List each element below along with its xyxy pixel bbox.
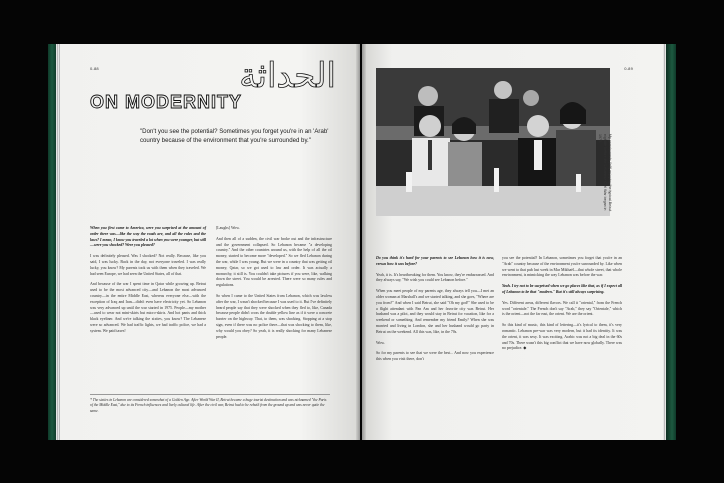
interview-paragraph: So this kind of music, this kind of lettering—it's lyrical to them, it's very romantic. Lebanon pre-war was very modern, but it had its identity. It was the orient, it was sexy. It was exciting. Arabic was not a big deal in the 60s and 70s. There wasn't this big conflict that we have now globally. There was no prejudice. ◆ (502, 323, 622, 351)
interview-paragraph: [Laughs] Wow. (216, 226, 240, 230)
vintage-photo (376, 68, 610, 216)
photo-caption: My grandparents (left) enjoying the typical Beirut nightlife before the Lebanese Civil War began in 1975. (598, 134, 612, 212)
right-page (362, 44, 663, 440)
article-title: ON MODERNITY (90, 92, 243, 112)
body-column-1 (90, 226, 206, 340)
interview-paragraph: Yes. Different areas, different flavors. We call it "oriental," from the French word "orientale." The French don't say "Arab," they say "Orientale," which is the orient—not the far east, the orient. We are the orient. (502, 300, 622, 317)
cover-edge-right (666, 44, 676, 440)
interview-paragraph: So for my parents to see that we were the best... And now you experience this when you visit there, don't (376, 351, 494, 362)
arabic-title: الحداثة (239, 56, 336, 96)
interview-paragraph: So when I came to the United States from Lebanon, which was lawless after the war, I wasn't shocked because I was used to it. But I've definitely heard people say that they were shocked when they fled to, like, Canada because people didn't cross the double yellow line as if it were a concrete barrier on the highway. That, to them, was shocking. Stopping at a stop sign, even if there was no police there—that was shocking to them, like, why would you obey? So yeah, it is really shocking for many Lebanese people. (216, 293, 332, 339)
interview-question: When you first came to America, were you surprised at the amount of order there was—like the way the roads are, and all the rules and the laws? I mean, I know you traveled a lot when you were younger, but still—were you shocked? Were you pleased? (90, 226, 206, 248)
pull-quote: "Don't you see the potential? Sometimes you forget you're in an 'Arab' country because of the environment that you're surrounded by." (140, 128, 329, 144)
body-column-4 (502, 256, 622, 357)
interview-paragraph: Yeah, it is. It's heartbreaking for them. You know, they're embarrassed. And they always say, "We wish you could see Lebanon before." (376, 272, 494, 283)
body-column-3 (376, 256, 494, 368)
page-number: 0-88 (90, 66, 99, 71)
photo-illustration (376, 68, 610, 216)
left-page (60, 44, 360, 440)
interview-paragraph: I was definitely pleased. Was I shocked? Not really. Because, like you said, I was lucky. Back in the day, not everyone traveled. I was really lucky, you know? My parents took us with them when they traveled. We had seen Europe, we had seen the United States, all of that. (90, 254, 206, 276)
footnote: * The sixties in Lebanon are considered somewhat of a Golden Age. After World War II, Beirut became a huge tourist destination and was nicknamed "the Paris of the Middle East," due to its French influences and lively cultural life. After the civil war, Beirut had to be rebuilt from the ground up and was never quite the same. (90, 394, 330, 414)
interview-paragraph: And because of the war I spent time in Qatar while growing up. Beirut used to be the most advanced city—and Lebanon the most advanced country—in the entire Middle East, whereas everyone else—with the exception of Iraq and Iran—didn't even have electricity yet. So Lebanon was very advanced up until the war started in 1975. People—my mother—used to wear not mini-skirts but micro-skirts. And hot pants and thick black eyeliner. And we're talking the sixties, you know? The Lebanese were so advanced. We had traffic lights, we had traffic police, we had a system. We paid taxes! (90, 282, 206, 333)
interview-paragraph: When you meet people of my parents age, they always tell you—I met an older woman at Marshall's and we started talking, and she goes, "Where are you from?" And when I said Beirut, she said "Oh my god!" She used to be a flight attendant with Pan Am and her favorite city was Beirut. Her husband was a pilot, and they would stay in Beirut for vacation, like for a weekend or something. And remember my friend Emily? When she was married and living in London, she and her husband would go party in Beirut on the weekend. All this was, like, in the 70s. (376, 289, 494, 334)
body-column-2 (216, 226, 332, 345)
interview-paragraph: you see the potential? In Lebanon, sometimes you forget that you're in an "Arab" country because of the environment you're surrounded by. Like when we went to that pub last week in Mar Mikhaël—that whole street, that whole environment, is mimicking the way Lebanon was before the war. (502, 256, 622, 278)
page-number: 0-89 (624, 66, 633, 71)
interview-question: Yeah. I try not to be surprised when we go places like that, as if I expect all of Lebanon to be that "modern." But it's still always surprising. (502, 284, 622, 294)
interview-question: Do you think it's hard for your parents to see Lebanon how it is now, versus how it was before? (376, 256, 494, 266)
interview-paragraph: And then all of a sudden, the civil war broke out and the infrastructure and the government collapsed. So Lebanon became "a developing country." And the other countries around us, with the help of all the oil money, started to become more "developed." So we fled Lebanon during the war, while I was young. But we were in a country that was getting oil money, Qatar, so we got used to law and order. It was actually a monarchy, it still is. You couldn't take pictures if you were, like, walking down the street. You would be arrested. There were so many rules and regulations. (216, 236, 332, 288)
spine-gutter (356, 44, 366, 440)
interview-paragraph: Wow. (376, 340, 385, 345)
